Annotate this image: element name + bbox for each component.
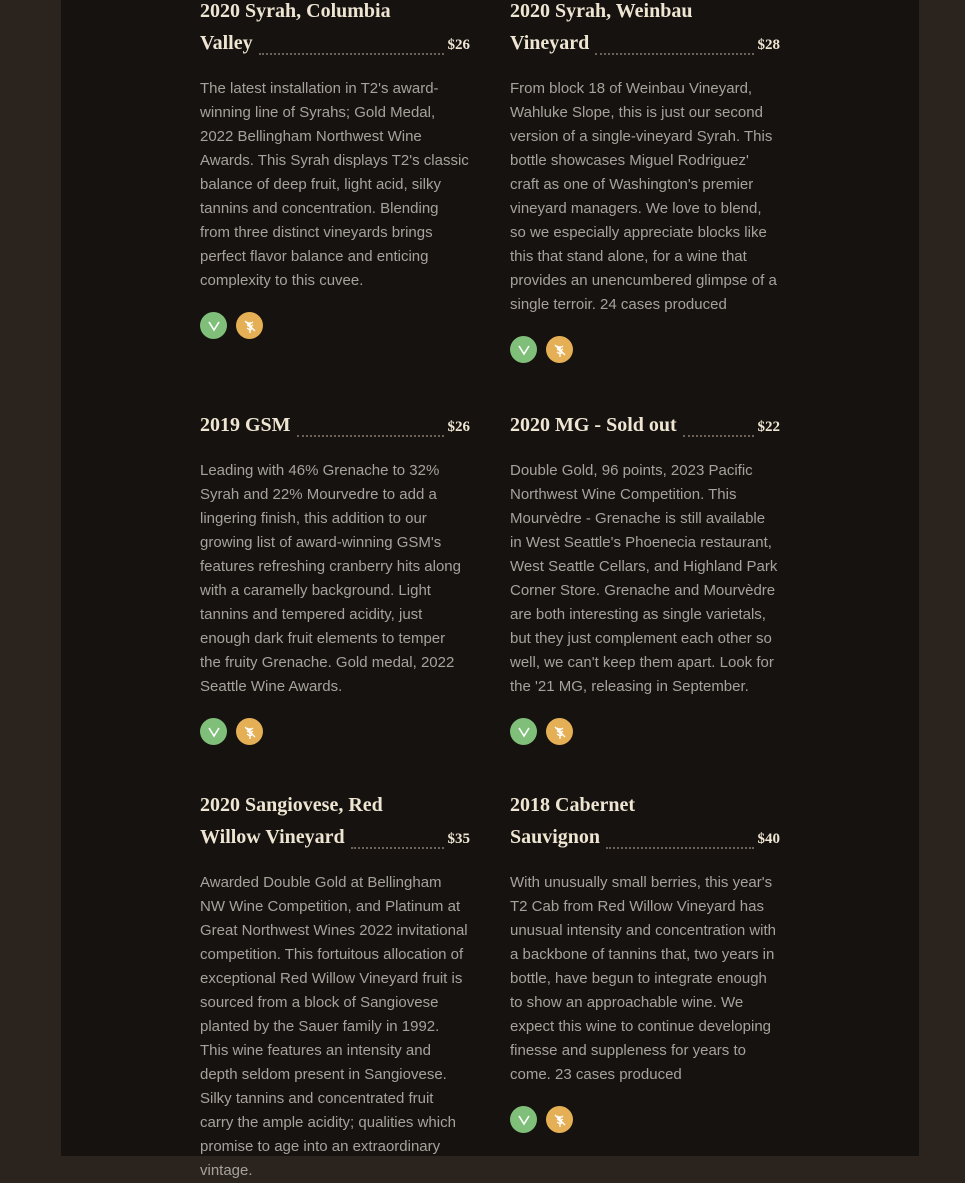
wheat-icon bbox=[546, 718, 573, 745]
item-title-line2: Valley bbox=[200, 32, 253, 54]
wheat-icon bbox=[236, 312, 263, 339]
item-title-line1: 2020 Sangiovese, Red bbox=[200, 794, 383, 816]
vegan-v-icon bbox=[200, 718, 227, 745]
item-title-line2: Vineyard bbox=[510, 32, 590, 54]
vegan-v-icon bbox=[510, 1106, 537, 1133]
price-leader-dots bbox=[683, 405, 754, 437]
item-description: Double Gold, 96 points, 2023 Pacific Northwest Wine Competition. This Mourvèdre - Grenache is still available in West Seattle's Phoenecia restaurant, West Seattle Cellars, and Highland Park Corner Store. Grenache and Mourvèdre are both interesting as single varietals, but they just complement each other so well, we can't keep them apart. Look for the '21 MG, releasing in September. bbox=[510, 462, 778, 695]
vegan-v-icon bbox=[510, 336, 537, 363]
item-title: 2019 GSM bbox=[200, 414, 291, 436]
item-description: The latest installation in T2's award-winning line of Syrahs; Gold Medal, 2022 Bellingham Northwest Wine Awards. This Syrah displays T2's classic balance of deep fruit, light acid, silky tannins and concentration. Blending from three distinct vineyards brings perfect flavor balance and enticing complexity to this cuvee. bbox=[200, 80, 469, 289]
vegan-v-icon bbox=[510, 718, 537, 745]
item-title-line1: 2020 Syrah, Columbia bbox=[200, 0, 391, 22]
item-price: $35 bbox=[447, 831, 470, 847]
item-title: 2020 MG - Sold out bbox=[510, 414, 677, 436]
item-price: $28 bbox=[757, 37, 780, 53]
item-description: Leading with 46% Grenache to 32% Syrah and 22% Mourvedre to add a lingering finish, this addition to our growing list of award-winning GSM's features refreshing cranberry hits along with a caramelly background. Light tannins and tempered acidity, just enough dark fruit elements to temper the fruity Grenache. Gold medal, 2022 Seattle Wine Awards. bbox=[200, 462, 461, 695]
item-price: $40 bbox=[757, 831, 780, 847]
menu-item-mg bbox=[510, 408, 780, 745]
price-leader-dots bbox=[259, 23, 444, 55]
item-description: Awarded Double Gold at Bellingham NW Wine Competition, and Platinum at Great Northwest Wines 2022 invitational competition. This fortuitous allocation of exceptional Red Willow Vineyard fruit is sourced from a block of Sangiovese planted by the Sauer family in 1992. This wine features an intensity and depth seldom present in Sangiovese. Silky tannins and concentrated fruit carry the ample acidity; qualities which promise to age into an extraordinary vintage. bbox=[200, 874, 468, 1179]
wheat-icon bbox=[236, 718, 263, 745]
item-title-line2: Sauvignon bbox=[510, 826, 601, 848]
item-title-line1: 2020 Syrah, Weinbau bbox=[510, 0, 693, 22]
price-leader-dots bbox=[297, 405, 444, 437]
price-leader-dots bbox=[606, 817, 753, 849]
menu-item-gsm bbox=[200, 408, 470, 745]
item-price: $26 bbox=[447, 419, 470, 435]
wine-menu bbox=[61, 0, 919, 1179]
item-title-line2: Willow Vineyard bbox=[200, 826, 345, 848]
item-title-line1: 2018 Cabernet bbox=[510, 794, 635, 816]
wheat-icon bbox=[546, 1106, 573, 1133]
price-leader-dots bbox=[595, 23, 753, 55]
item-description: From block 18 of Weinbau Vineyard, Wahluke Slope, this is just our second version of a single-vineyard Syrah. This bottle showcases Miguel Rodriguez' craft as one of Washington's premier vineyard managers. We love to blend, so we especially appreciate blocks like this that stand alone, for a wine that provides an unencumbered glimpse of a single terroir. 24 cases produced bbox=[510, 80, 777, 313]
menu-item-syrah-columbia-valley bbox=[200, 0, 470, 339]
wheat-icon bbox=[546, 336, 573, 363]
item-price: $22 bbox=[757, 419, 780, 435]
price-leader-dots bbox=[351, 817, 444, 849]
menu-item-cabernet bbox=[510, 790, 780, 1133]
menu-item-sangiovese bbox=[200, 790, 470, 1183]
vegan-v-icon bbox=[200, 312, 227, 339]
menu-item-syrah-weinbau bbox=[510, 0, 780, 363]
item-description: With unusually small berries, this year's T2 Cab from Red Willow Vineyard has unusual intensity and concentration with a backbone of tannins that, two years in bottle, have begun to integrate enough to show an approachable wine. We expect this wine to continue developing finesse and suppleness for years to come. 23 cases produced bbox=[510, 874, 777, 1083]
item-price: $26 bbox=[447, 37, 470, 53]
